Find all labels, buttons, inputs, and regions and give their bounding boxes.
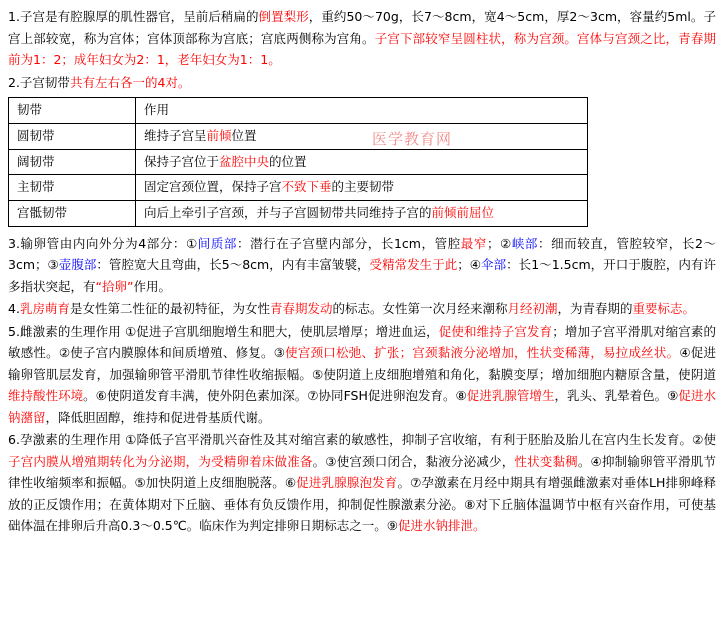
ligament-effect: 维持子宫呈前倾位置 [136, 123, 588, 149]
table-header-row [9, 98, 588, 124]
ligament-name: 圆韧带 [9, 123, 136, 149]
ligament-table-body [9, 98, 588, 227]
ligament-effect: 固定宫颈位置，保持子宫不致下垂的主要韧带 [136, 175, 588, 201]
paragraph-fallopian-tube: 3.输卵管由内向外分为4部分：①间质部：潜行在子宫壁内部分，长1cm，管腔最窄；②峡部：细而较直，管腔较窄，长2～3cm；③壶腹部：管腔宽大且弯曲，长5～8cm，内有丰富皱襞，受精常发生于此；④伞部：长1～1.5cm，开口于腹腔，内有许多指状突起，有“拾卵”作用。 [8, 235, 716, 294]
paragraph-uterus-shape: 1.子宫是有腔腺厚的肌性器官，呈前后稍扁的倒置梨形，重约50～70g，长7～8cm，宽4～5cm，厚2～3cm，容量约5ml。子宫上部较宽，称为宫体；宫体顶部称为宫底；宫底两侧称为宫角。子宫下部较窄呈圆柱状，称为宫颈。宫体与宫颈之比，青春期前为1：2；成年妇女为2：1，老年妇女为1：1。 [8, 9, 716, 67]
paragraph-progesterone-effects: 6.孕激素的生理作用 ①降低子宫平滑肌兴奋性及其对缩宫素的敏感性，抑制子宫收缩，有利于胚胎及胎儿在宫内生长发育。②使子宫内膜从增殖期转化为分泌期，为受精卵着床做准备。③使宫颈口闭合，黏液分泌减少，性状变黏稠。④抑制输卵管平滑肌节律性收缩频率和振幅。⑤加快阴道上皮细胞脱落。⑥促进乳腺腺泡发育。⑦孕激素在月经中期具有增强雌激素对垂体LH排卵峰释放的正反馈作用；在黄体期对下丘脑、垂体有负反馈作用，抑制促性腺激素分泌。⑧对下丘脑体温调节中枢有兴奋作用，可使基础体温在排卵后升高0.3～0.5℃。临床作为判定排卵日期标志之一。⑨促进水钠排泄。 [8, 432, 716, 534]
table-row [9, 201, 588, 227]
section-uterus-anatomy [8, 6, 716, 93]
paragraph-uterus-ligaments-intro: 2.子宫韧带共有左右各一的4对。 [8, 74, 191, 90]
section-physiology [8, 233, 716, 537]
table-row [9, 123, 588, 149]
ligament-effect: 保持子宫位于盆腔中央的位置 [136, 149, 588, 175]
watermark: 医学教育网 [372, 130, 453, 148]
table-row [9, 149, 588, 175]
ligament-name: 阔韧带 [9, 149, 136, 175]
paragraph-puberty-signs: 4.乳房萌育是女性第二性征的最初特征，为女性青春期发动的标志。女性第一次月经来潮称月经初潮，为青春期的重要标志。 [8, 301, 696, 317]
ligament-name: 主韧带 [9, 175, 136, 201]
paragraph-estrogen-effects: 5.雌激素的生理作用 ①促进子宫肌细胞增生和肥大，使肌层增厚；增进血运，促使和维持子宫发育；增加子宫平滑肌对缩宫素的敏感性。②使子宫内膜腺体和间质增殖、修复。③使宫颈口松弛、扩张；宫颈黏液分泌增加，性状变稀薄，易拉成丝状。④促进输卵管肌层发育，加强输卵管平滑肌节律性收缩振幅。⑤使阴道上皮细胞增殖和角化，黏膜变厚；增加细胞内糖原含量，使阴道维持酸性环境。⑥使阴道发育丰满，使外阴色素加深。⑦协同FSH促进卵泡发育。⑧促进乳腺管增生，乳头、乳晕着色。⑨促进水钠潴留，降低胆固醇，维持和促进骨基质代谢。 [8, 323, 716, 425]
ligament-name: 宫骶韧带 [9, 201, 136, 227]
table-row [9, 175, 588, 201]
ligament-effect: 向后上牵引子宫颈，并与子宫圆韧带共同维持子宫的前倾前屈位 [136, 201, 588, 227]
table-header-effect: 作用 [136, 98, 588, 124]
table-header-name: 韧带 [9, 98, 136, 124]
ligament-table [8, 97, 588, 227]
